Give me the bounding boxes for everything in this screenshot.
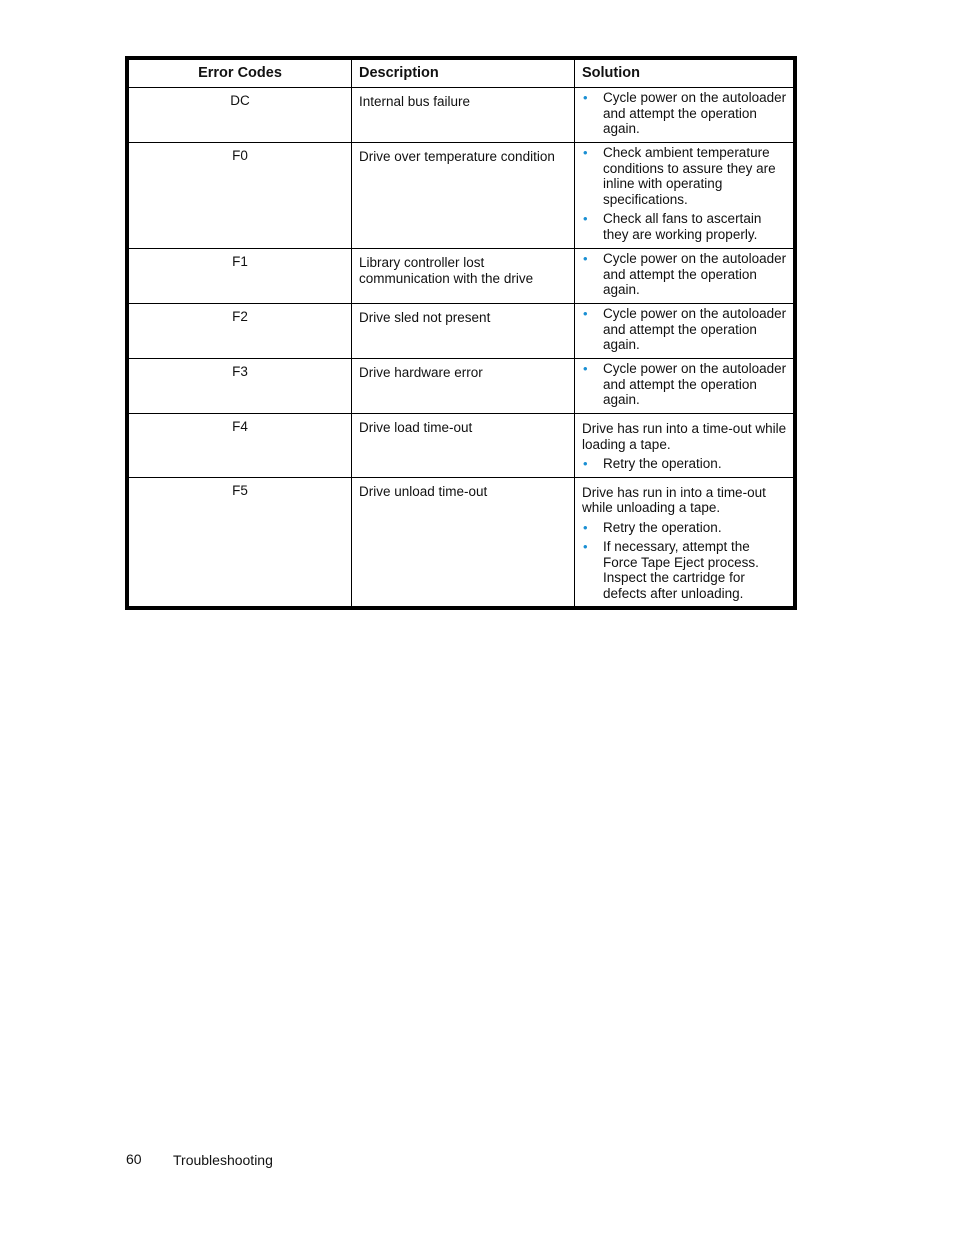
table-row [129, 304, 794, 359]
error-codes-table [128, 59, 794, 607]
bullet-icon: • [583, 145, 588, 160]
description-cell: Drive unload time-out [352, 477, 575, 607]
solution-cell [575, 88, 794, 143]
bullet-text: Cycle power on the autoloader and attempt the operation again. [603, 90, 787, 136]
solution-intro-text: Drive has run in into a time-out while unloading a tape. [582, 484, 766, 515]
bullet-icon: • [583, 90, 588, 105]
solution-bullet-list [582, 456, 787, 472]
error-code-cell: F0 [129, 143, 352, 249]
solution-intro-text: Drive has run into a time-out while loading a tape. [582, 421, 787, 452]
table-row [129, 477, 794, 607]
solution-cell [575, 143, 794, 249]
solution-cell [575, 414, 794, 478]
column-header-error-codes: Error Codes [129, 60, 352, 88]
list-item [582, 251, 787, 298]
table-body [129, 88, 794, 607]
list-item [582, 520, 787, 536]
bullet-icon: • [583, 211, 588, 226]
bullet-text: Check all fans to ascertain they are working properly. [603, 211, 762, 242]
bullet-text: Check ambient temperature conditions to assure they are inline with operating specifications. [603, 145, 776, 207]
description-cell: Drive over temperature condition [352, 143, 575, 249]
list-item [582, 361, 787, 408]
footer-section-title: Troubleshooting [173, 1152, 273, 1168]
list-item [582, 90, 787, 137]
bullet-icon: • [583, 306, 588, 321]
list-item [582, 211, 787, 242]
list-item [582, 456, 787, 472]
solution-bullet-list [582, 90, 787, 137]
column-header-solution: Solution [575, 60, 794, 88]
solution-bullet-list [582, 520, 787, 602]
solution-cell [575, 304, 794, 359]
bullet-icon: • [583, 539, 588, 554]
bullet-text: Cycle power on the autoloader and attempt the operation again. [603, 251, 787, 297]
bullet-icon: • [583, 251, 588, 266]
description-cell: Library controller lost communication with the drive [352, 249, 575, 304]
bullet-text: Retry the operation. [603, 456, 722, 471]
description-cell: Drive load time-out [352, 414, 575, 478]
list-item [582, 539, 787, 601]
bullet-text: If necessary, attempt the Force Tape Eject process. Inspect the cartridge for defects after unloading. [603, 539, 759, 601]
table-header-row [129, 60, 794, 88]
description-cell: Drive hardware error [352, 359, 575, 414]
solution-bullet-list [582, 306, 787, 353]
bullet-text: Cycle power on the autoloader and attempt the operation again. [603, 306, 787, 352]
error-code-cell: DC [129, 88, 352, 143]
bullet-icon: • [583, 456, 588, 471]
error-code-cell: F2 [129, 304, 352, 359]
table-row [129, 414, 794, 478]
error-codes-table-wrapper [125, 56, 797, 610]
list-item [582, 306, 787, 353]
table-row [129, 143, 794, 249]
description-cell: Internal bus failure [352, 88, 575, 143]
bullet-text: Retry the operation. [603, 519, 722, 535]
page-number: 60 [126, 1151, 142, 1167]
bullet-icon: • [583, 361, 588, 376]
column-header-description: Description [352, 60, 575, 88]
bullet-icon: • [583, 519, 588, 535]
error-code-cell: F3 [129, 359, 352, 414]
list-item [582, 145, 787, 207]
error-code-cell: F1 [129, 249, 352, 304]
solution-cell [575, 477, 794, 607]
solution-bullet-list [582, 145, 787, 242]
solution-cell [575, 249, 794, 304]
error-code-cell: F4 [129, 414, 352, 478]
error-code-cell: F5 [129, 477, 352, 607]
table-row [129, 88, 794, 143]
table-row [129, 359, 794, 414]
solution-bullet-list [582, 361, 787, 408]
solution-cell [575, 359, 794, 414]
solution-bullet-list [582, 251, 787, 298]
table-row [129, 249, 794, 304]
bullet-text: Cycle power on the autoloader and attempt the operation again. [603, 361, 787, 407]
description-cell: Drive sled not present [352, 304, 575, 359]
